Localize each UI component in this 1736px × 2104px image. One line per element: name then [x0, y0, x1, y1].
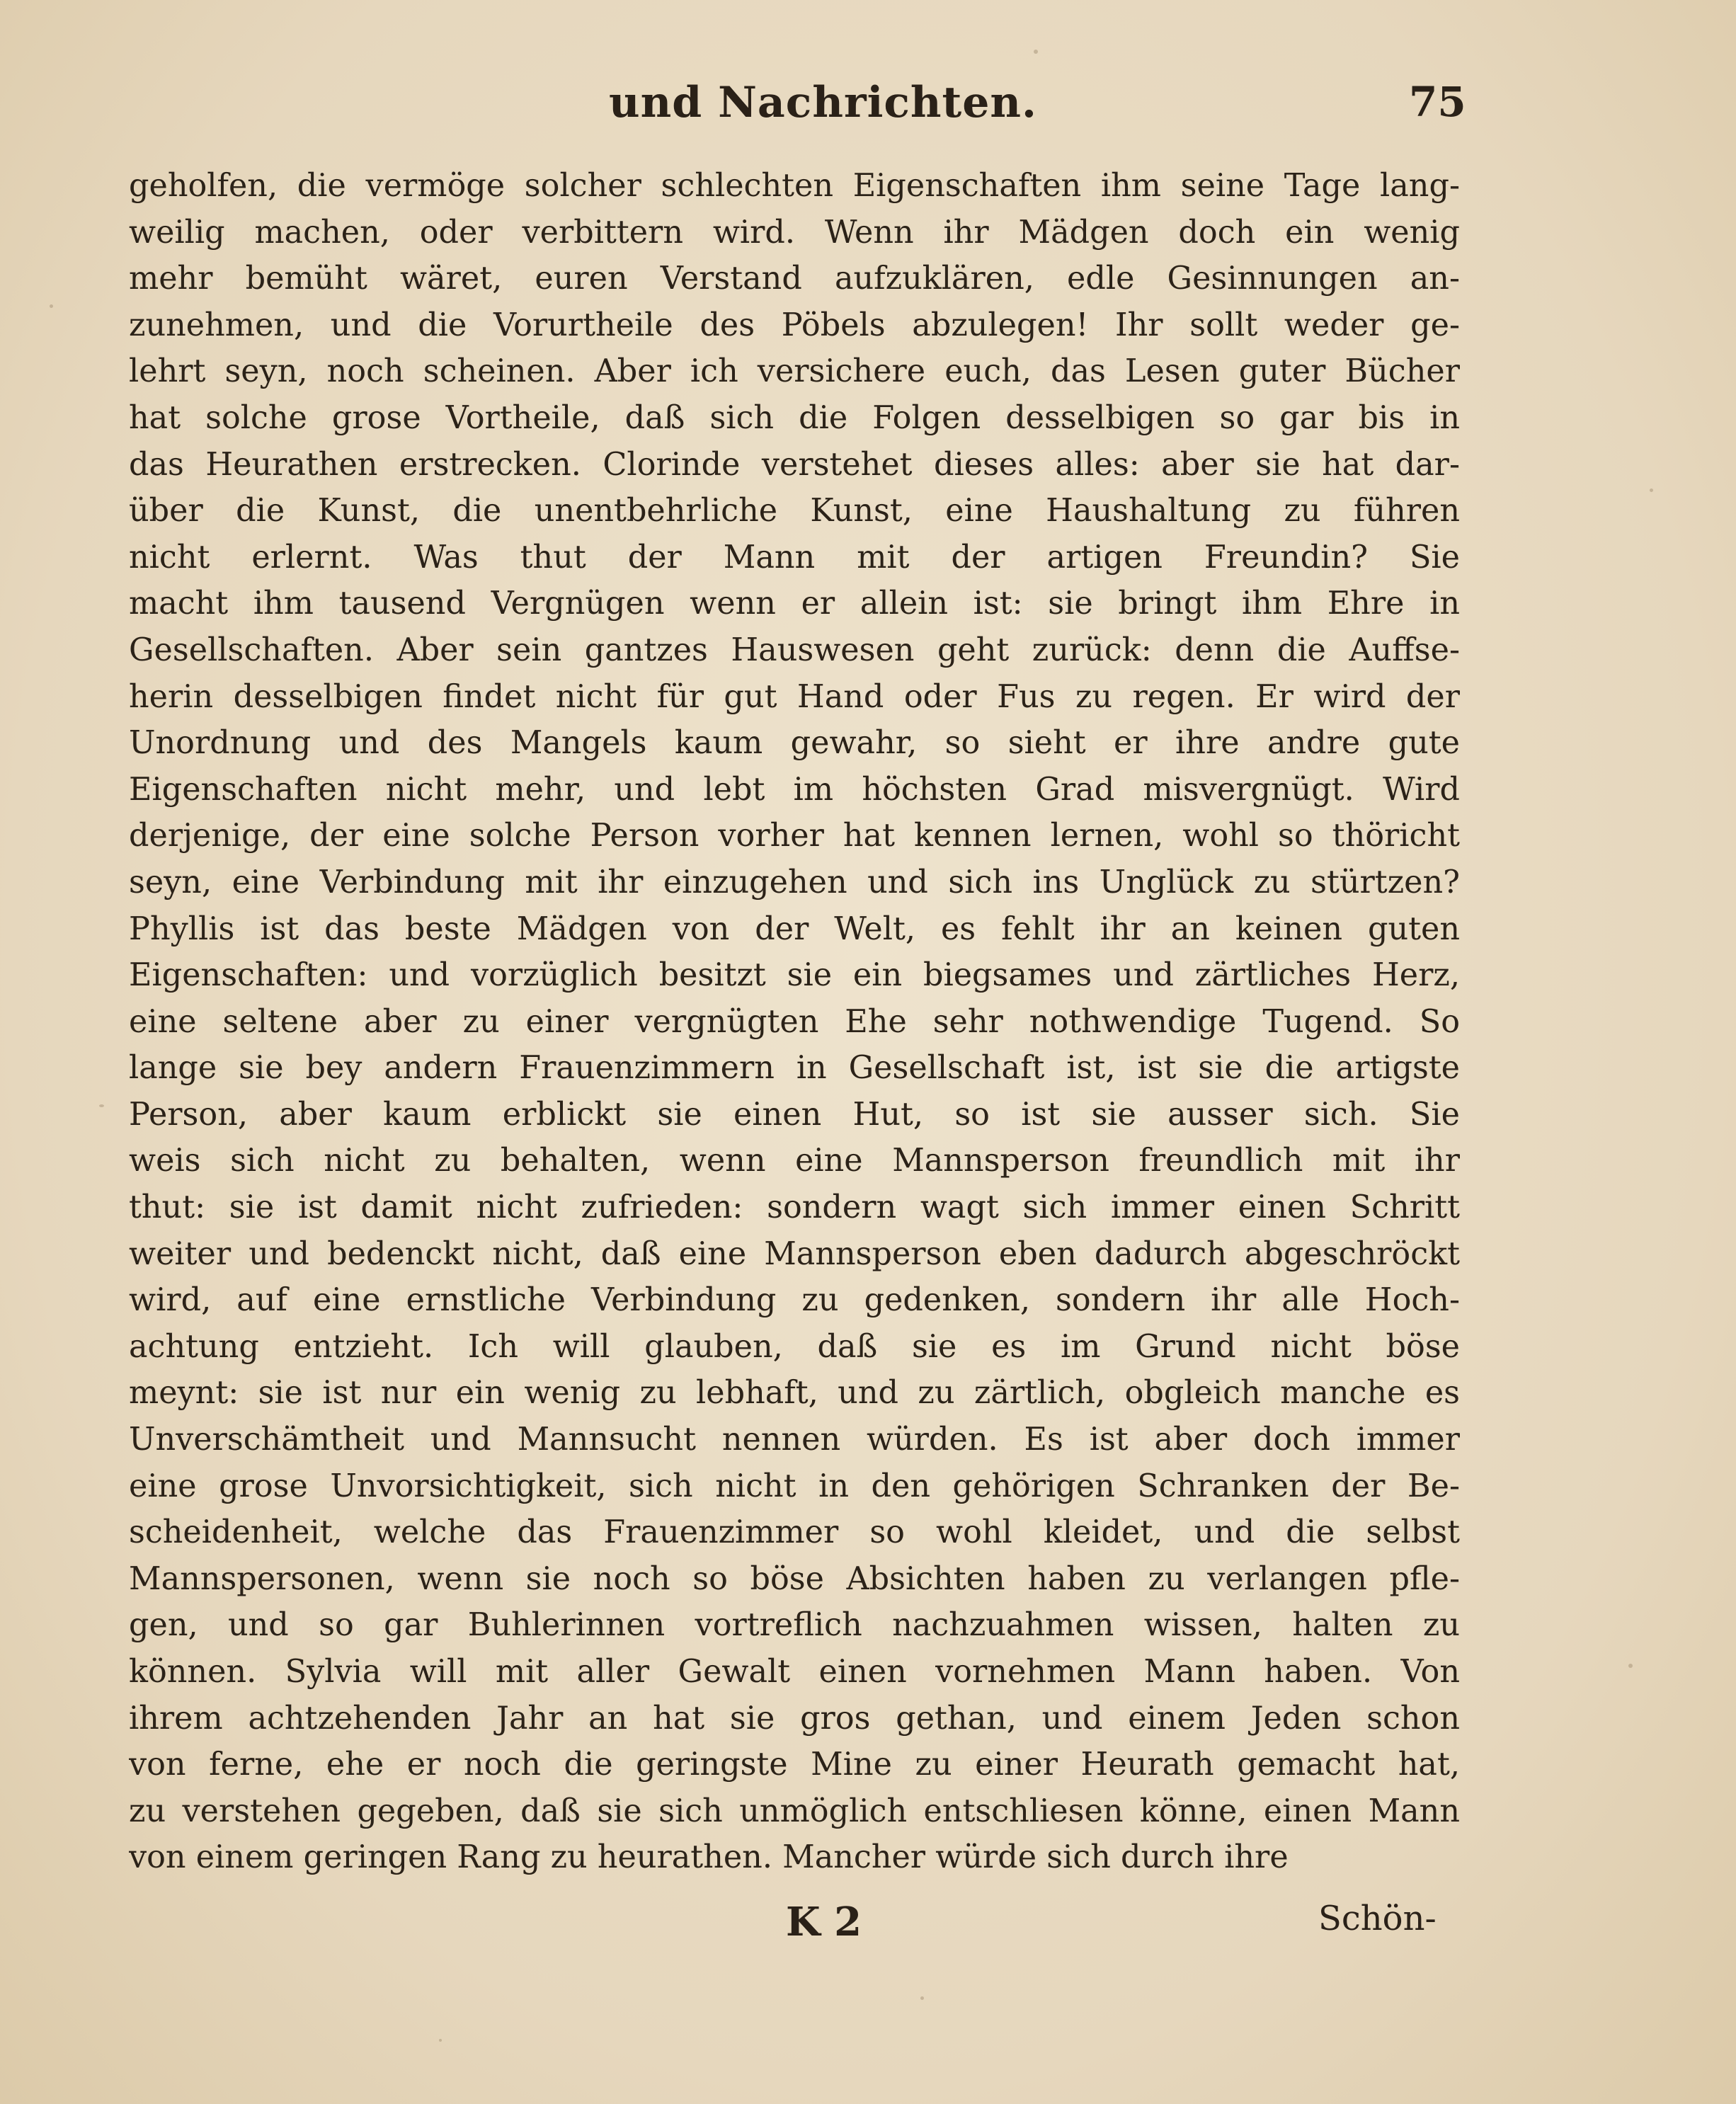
text-line: über die Kunst, die unentbehrliche Kunst, eine Haushaltung zu führen: [129, 493, 1460, 530]
text-line: Phyllis ist das beste Mädgen von der Welt, es fehlt ihr an keinen guten: [129, 910, 1460, 947]
text-line: Gesellschaften. Aber sein gantzes Hauswesen geht zurück: denn die Auffse-: [129, 631, 1460, 668]
text-line: zunehmen, und die Vorurtheile des Pöbels abzulegen! Ihr sollt weder ge-: [129, 307, 1460, 343]
text-line: mehr bemüht wäret, euren Verstand aufzuklären, edle Gesinnungen an-: [129, 261, 1460, 297]
text-line: weiter und bedenckt nicht, daß eine Mannsperson eben dadurch abgeschröckt: [129, 1235, 1460, 1272]
text-line: geholfen, die vermöge solcher schlechten Eigenschaften ihm seine Tage lang-: [129, 168, 1460, 204]
text-line: weis sich nicht zu behalten, wenn eine Mannsperson freundlich mit ihr: [129, 1143, 1460, 1179]
text-line: herin desselbigen findet nicht für gut Hand oder Fus zu regen. Er wird der: [129, 678, 1460, 715]
text-line: lange sie bey andern Frauenzimmern in Gesellschaft ist, ist sie die artigste: [129, 1050, 1460, 1087]
text-line: wird, auf eine ernstliche Verbindung zu gedenken, sondern ihr alle Hoch-: [129, 1282, 1460, 1319]
text-line: gen, und so gar Buhlerinnen vortreflich nachzuahmen wissen, halten zu: [129, 1607, 1460, 1644]
text-line: meynt: sie ist nur ein wenig zu lebhaft, und zu zärtlich, obgleich manche es: [129, 1375, 1460, 1412]
paper-speck: [920, 1996, 924, 2000]
paper-speck: [1628, 1664, 1633, 1668]
catchword: Schön-: [1318, 1899, 1437, 1938]
text-line: Unordnung und des Mangels kaum gewahr, so sieht er ihre andre gute: [129, 725, 1460, 762]
text-line: das Heurathen erstrecken. Clorinde verstehet dieses alles: aber sie hat dar-: [129, 446, 1460, 483]
text-line: Mannspersonen, wenn sie noch so böse Absichten haben zu verlangen pfle-: [129, 1560, 1460, 1597]
text-line: achtung entzieht. Ich will glauben, daß sie es im Grund nicht böse: [129, 1328, 1460, 1365]
text-line: thut: sie ist damit nicht zufrieden: sondern wagt sich immer einen Schritt: [129, 1189, 1460, 1226]
text-line: eine seltene aber zu einer vergnügten Ehe sehr nothwendige Tugend. So: [129, 1003, 1460, 1040]
paper-speck: [1034, 50, 1038, 54]
text-line: von einem geringen Rang zu heurathen. Mancher würde sich durch ihre: [129, 1839, 1289, 1876]
running-head: und Nachrichten.: [609, 78, 1037, 127]
text-line: von ferne, ehe er noch die geringste Mine zu einer Heurath gemacht hat,: [129, 1746, 1460, 1783]
text-line: nicht erlernt. Was thut der Mann mit der artigen Freundin? Sie: [129, 539, 1460, 576]
text-line: macht ihm tausend Vergnügen wenn er allein ist: sie bringt ihm Ehre in: [129, 585, 1460, 622]
text-line: können. Sylvia will mit aller Gewalt einen vornehmen Mann haben. Von: [129, 1654, 1460, 1690]
paper-speck: [1650, 488, 1653, 492]
page-number: 75: [1409, 78, 1466, 126]
text-line: Eigenschaften: und vorzüglich besitzt sie ein biegsames und zärtliches Herz,: [129, 957, 1460, 994]
text-line: Unverschämtheit und Mannsucht nennen würden. Es ist aber doch immer: [129, 1422, 1460, 1458]
text-line: weilig machen, oder verbittern wird. Wenn ihr Mädgen doch ein wenig: [129, 214, 1460, 251]
text-line: hat solche grose Vortheile, daß sich die Folgen desselbigen so gar bis in: [129, 399, 1460, 436]
text-line: seyn, eine Verbindung mit ihr einzugehen und sich ins Unglück zu stürtzen?: [129, 864, 1460, 901]
signature-mark: K 2: [786, 1899, 862, 1945]
text-line: derjenige, der eine solche Person vorher hat kennen lernen, wohl so thöricht: [129, 818, 1460, 854]
body-text: [129, 163, 1460, 1881]
text-line: ihrem achtzehenden Jahr an hat sie gros gethan, und einem Jeden schon: [129, 1700, 1460, 1737]
text-line: scheidenheit, welche das Frauenzimmer so wohl kleidet, und die selbst: [129, 1514, 1460, 1551]
text-line: Eigenschaften nicht mehr, und lebt im höchsten Grad misvergnügt. Wird: [129, 771, 1460, 808]
paper-speck: [50, 304, 53, 308]
paper-speck: [99, 1104, 104, 1107]
text-line: Person, aber kaum erblickt sie einen Hut, so ist sie ausser sich. Sie: [129, 1096, 1460, 1133]
text-line: eine grose Unvorsichtigkeit, sich nicht in den gehörigen Schranken der Be-: [129, 1468, 1460, 1504]
text-line: zu verstehen gegeben, daß sie sich unmöglich entschliesen könne, einen Mann: [129, 1793, 1460, 1829]
text-line: lehrt seyn, noch scheinen. Aber ich versichere euch, das Lesen guter Bücher: [129, 353, 1460, 390]
paper-speck: [439, 2039, 442, 2042]
